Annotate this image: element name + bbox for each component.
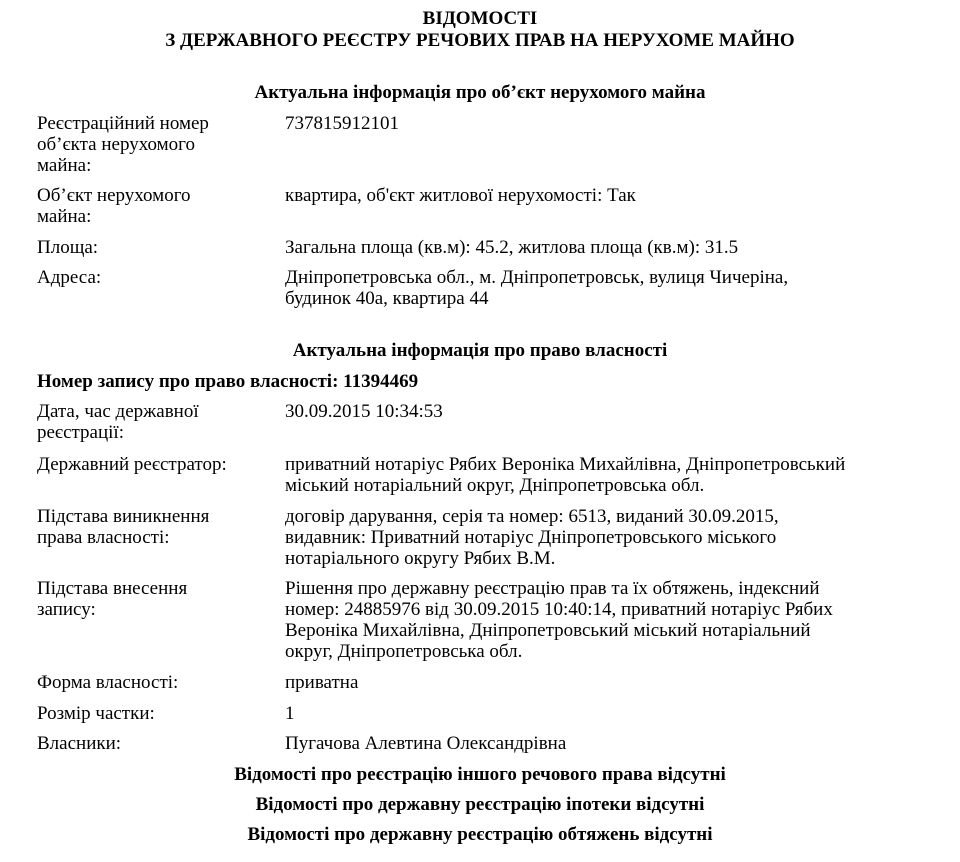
ownership-form-label: Форма власності: xyxy=(37,672,179,693)
area-value: Загальна площа (кв.м): 45.2, житлова площа (кв.м): 31.5 xyxy=(285,237,739,258)
ownership-basis-label: Підстава виникнення права власності: xyxy=(37,506,210,548)
registration-number-value: 737815912101 xyxy=(285,113,399,134)
area-label: Площа: xyxy=(37,237,99,258)
registration-datetime-value: 30.09.2015 10:34:53 xyxy=(285,401,443,422)
registration-number-label: Реєстраційний номер об’єкта нерухомого майна: xyxy=(37,113,209,176)
record-basis-label: Підстава внесення запису: xyxy=(37,578,188,620)
ownership-record-number: 11394469 xyxy=(343,371,419,392)
state-registrar-label: Державний реєстратор: xyxy=(37,454,227,475)
owners-value: Пугачова Алевтина Олександрівна xyxy=(285,733,567,754)
address-value: Дніпропетровська обл., м. Дніпропетровськ, вулиця Чичеріна, будинок 40а, квартира 44 xyxy=(285,267,789,309)
document-title: ВІДОМОСТІ xyxy=(422,8,538,29)
ownership-section-heading: Актуальна інформація про право власності xyxy=(292,340,668,361)
mortgage-note: Відомості про державну реєстрацію іпотеки відсутні xyxy=(255,794,705,815)
registration-datetime-label: Дата, час державної реєстрації: xyxy=(37,401,199,443)
state-registrar-value: приватний нотаріус Рябих Вероніка Михайлівна, Дніпропетровський міський нотаріальний округ, Дніпропетровська обл. xyxy=(285,454,846,496)
other-rights-note: Відомості про реєстрацію іншого речового права відсутні xyxy=(234,764,726,785)
property-object-value: квартира, об'єкт житлової нерухомості: Так xyxy=(285,185,636,206)
object-section-heading: Актуальна інформація про об’єкт нерухомого майна xyxy=(254,82,706,103)
share-size-value: 1 xyxy=(285,703,295,724)
ownership-record-line xyxy=(37,371,418,393)
record-basis-value: Рішення про державну реєстрацію прав та їх обтяжень, індексний номер: 24885976 від 30.09.2015 10:40:14, приватний нотаріус Рябих Вероніка Михайлівна, Дніпропетровський міський нотаріальний округ, Дніпропетровська обл. xyxy=(285,578,833,662)
property-object-label: Об’єкт нерухомого майна: xyxy=(37,185,191,227)
owners-label: Власники: xyxy=(37,733,122,754)
document-subtitle: З ДЕРЖАВНОГО РЕЄСТРУ РЕЧОВИХ ПРАВ НА НЕРУХОМЕ МАЙНО xyxy=(165,30,795,51)
address-label: Адреса: xyxy=(37,267,102,288)
ownership-record-label: Номер запису про право власності: xyxy=(37,371,339,392)
ownership-basis-value: договір дарування, серія та номер: 6513, виданий 30.09.2015, видавник: Приватний нотаріус Дніпропетровського міського нотаріального округу Рябих В.М. xyxy=(285,506,779,569)
share-size-label: Розмір частки: xyxy=(37,703,155,724)
encumbrance-note: Відомості про державну реєстрацію обтяжень відсутні xyxy=(247,824,713,845)
ownership-form-value: приватна xyxy=(285,672,359,693)
